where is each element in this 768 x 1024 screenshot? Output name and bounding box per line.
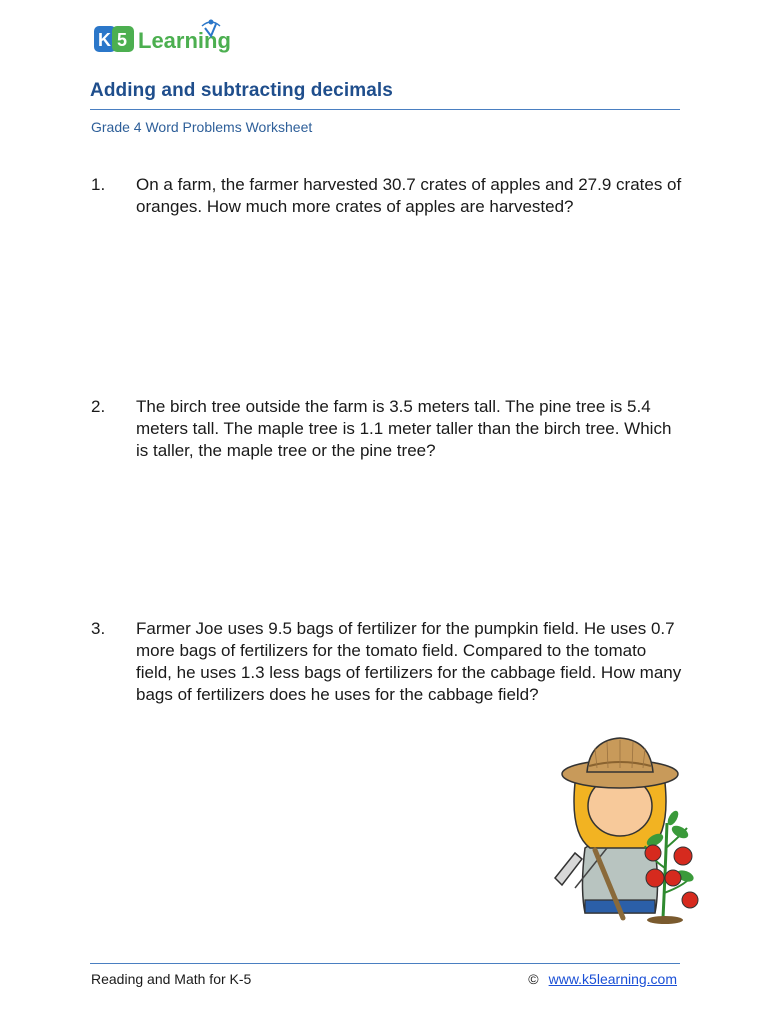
page-subtitle: Grade 4 Word Problems Worksheet [91, 119, 313, 135]
problem-text: The birch tree outside the farm is 3.5 meters tall. The pine tree is 5.4 meters tall. The maple tree is 1.1 meter taller than the birch tree. Which is taller, the maple tree or the pine tree? [136, 397, 672, 460]
k5-learning-logo [92, 16, 262, 60]
problem-number: 1. [91, 175, 106, 194]
problem-text: On a farm, the farmer harvested 30.7 crates of apples and 27.9 crates of oranges. How much more crates of apples are harvested? [136, 175, 682, 216]
footer-tagline: Reading and Math for K-5 [91, 971, 252, 987]
copyright-symbol: © [528, 971, 539, 987]
svg-text:K: K [98, 30, 111, 50]
farmer-with-tomato-plant-icon [545, 728, 705, 928]
page-title: Adding and subtracting decimals [90, 80, 393, 101]
footer-link-group [528, 971, 677, 987]
problem-number: 3. [91, 619, 106, 638]
problem-number: 2. [91, 397, 106, 416]
svg-text:Learning: Learning [138, 28, 231, 53]
website-link[interactable]: www.k5learning.com [548, 971, 677, 987]
footer-divider [90, 963, 680, 964]
problem-text: Farmer Joe uses 9.5 bags of fertilizer for the pumpkin field. He uses 0.7 more bags of fertilizers for the tomato field. Compared to the tomato field, he uses 1.3 less bags of fertilizers for the cabbage field. How many bags of fertilizers does he uses for the cabbage field? [136, 619, 682, 704]
svg-text:5: 5 [117, 30, 128, 50]
header-divider [90, 109, 680, 110]
